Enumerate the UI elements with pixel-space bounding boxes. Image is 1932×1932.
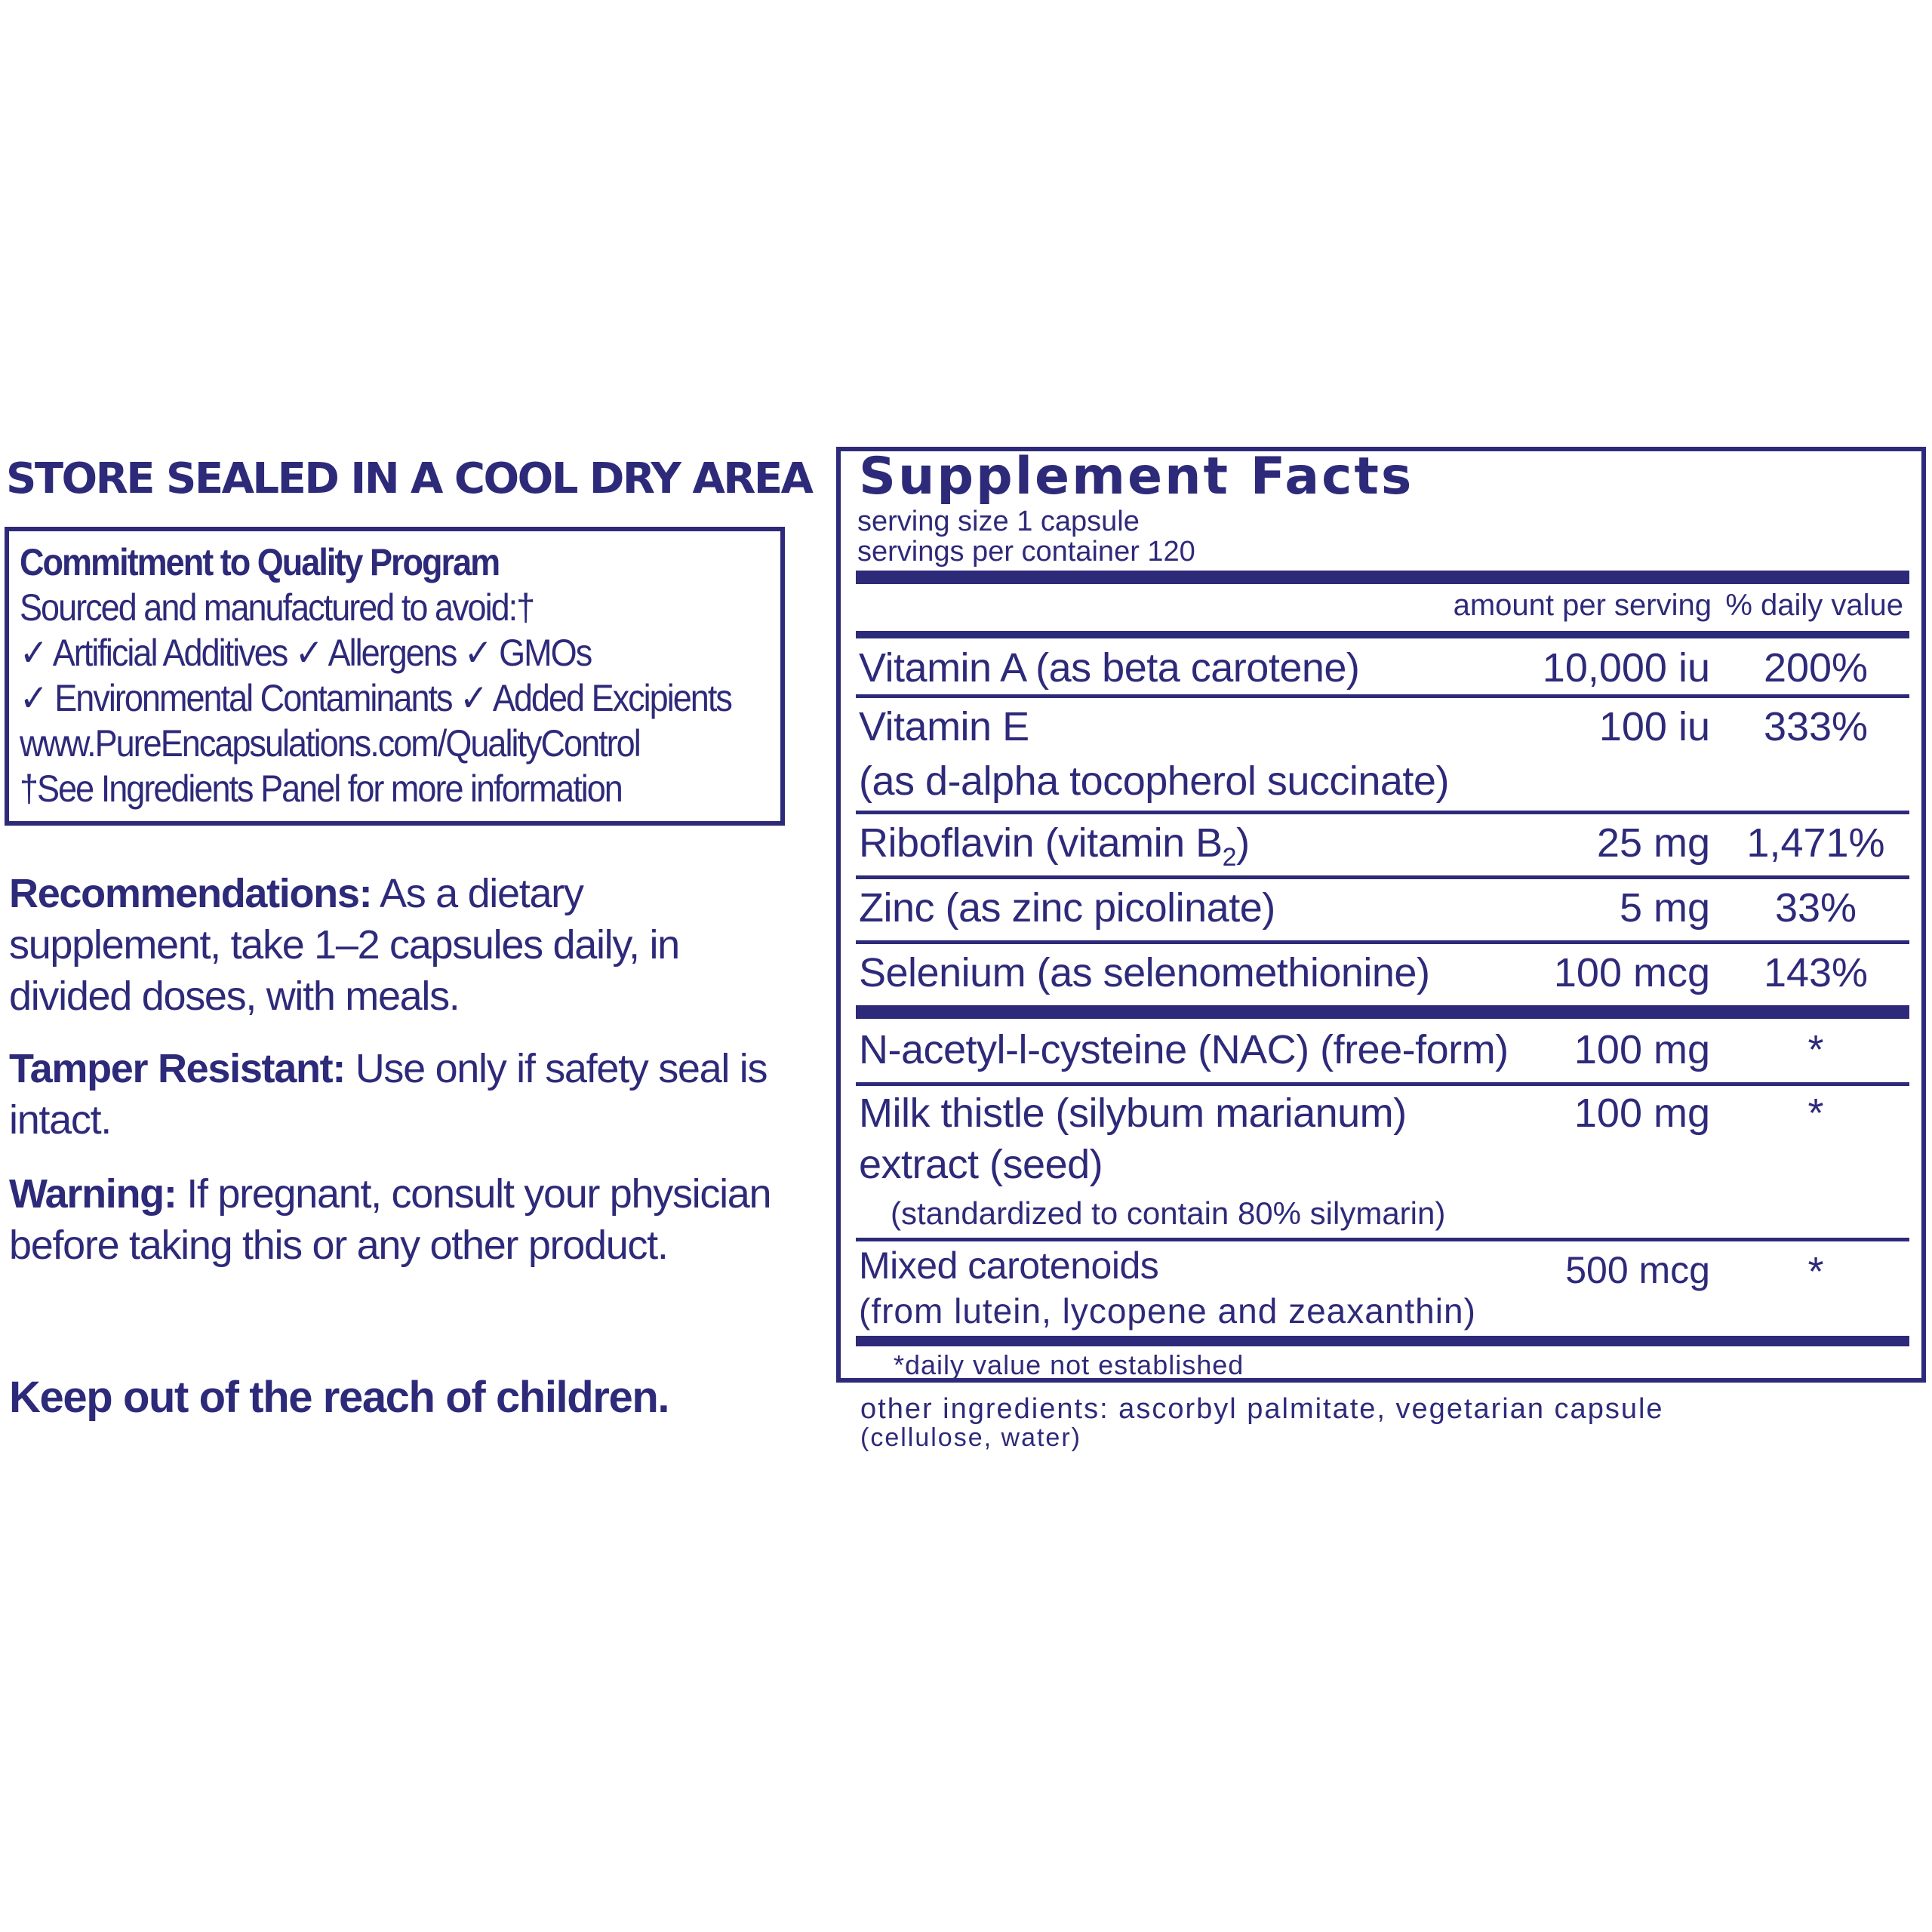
row-milk-thistle-name2: extract (seed) xyxy=(859,1142,1103,1187)
storage-instruction: STORE SEALED IN A COOL DRY AREA xyxy=(6,454,812,503)
row-nac-name: N-acetyl-l-cysteine (NAC) (free-form) xyxy=(859,1027,1509,1072)
row-vitamin-e-dv: 333% xyxy=(1763,704,1869,749)
row-riboflavin-amount: 25 mg xyxy=(1596,820,1710,866)
riboflavin-close: ) xyxy=(1236,820,1250,866)
row-zinc-amount: 5 mg xyxy=(1619,885,1710,931)
row-vitamin-e-name: Vitamin E xyxy=(859,704,1029,749)
row-milk-thistle-sub: (standardized to contain 80% silymarin) xyxy=(891,1195,1446,1231)
serving-size: serving size 1 capsule xyxy=(857,506,1140,537)
quality-line: ✓ Artificial Additives ✓ Allergens ✓ GMOs xyxy=(20,632,592,674)
row-milk-thistle-name: Milk thistle (silybum marianum) xyxy=(859,1091,1407,1136)
other-ingredients: other ingredients: ascorbyl palmitate, vegetarian capsule xyxy=(860,1393,1664,1425)
keep-away-warning: Keep out of the reach of children. xyxy=(9,1373,669,1422)
quality-program-box xyxy=(5,527,785,826)
daily-value-footnote: *daily value not established xyxy=(894,1349,1244,1380)
divider xyxy=(856,1238,1909,1241)
tamper-text: Use only if safety seal is intact. xyxy=(9,1046,768,1143)
thick-divider xyxy=(856,571,1909,584)
divider xyxy=(856,940,1909,944)
row-zinc-name: Zinc (as zinc picolinate) xyxy=(859,885,1275,931)
row-milk-thistle-amount: 100 mg xyxy=(1574,1091,1710,1136)
tamper-label: Tamper Resistant: xyxy=(9,1046,346,1091)
row-carotenoids-sub: (from lutein, lycopene and zeaxanthin) xyxy=(859,1291,1476,1331)
quality-line: †See Ingredients Panel for more information xyxy=(20,768,622,810)
other-ingredients-cont: (cellulose, water) xyxy=(860,1423,1081,1452)
divider xyxy=(856,631,1909,638)
recommendations-label: Recommendations: xyxy=(9,871,372,916)
header-amount: amount per serving xyxy=(1453,589,1712,622)
row-nac-amount: 100 mg xyxy=(1574,1027,1710,1072)
warning-text: If pregnant, consult your physician before taking this or any other product. xyxy=(9,1171,771,1268)
quality-title: Commitment to Quality Program xyxy=(20,541,500,583)
row-milk-thistle-dv: * xyxy=(1807,1091,1824,1136)
divider xyxy=(856,811,1909,814)
row-zinc-dv: 33% xyxy=(1774,885,1857,931)
row-carotenoids-amount: 500 mcg xyxy=(1565,1249,1710,1291)
warning-paragraph xyxy=(9,1168,779,1271)
row-riboflavin-dv: 1,471% xyxy=(1746,820,1885,866)
warning-label: Warning: xyxy=(9,1171,177,1217)
row-carotenoids-name: Mixed carotenoids xyxy=(859,1244,1159,1287)
row-carotenoids-dv: * xyxy=(1807,1249,1824,1294)
divider xyxy=(856,875,1909,879)
row-selenium-dv: 143% xyxy=(1763,950,1869,995)
row-nac-dv: * xyxy=(1807,1027,1824,1072)
row-vitamin-a-amount: 10,000 iu xyxy=(1542,645,1710,691)
thick-divider xyxy=(856,1005,1909,1019)
row-selenium-name: Selenium (as selenomethionine) xyxy=(859,950,1430,995)
riboflavin-subscript: 2 xyxy=(1222,842,1237,872)
recommendations-text: As a dietary supplement, take 1–2 capsules daily, in divided doses, with meals. xyxy=(9,871,679,1019)
tamper-paragraph xyxy=(9,1043,779,1146)
row-vitamin-a-dv: 200% xyxy=(1763,645,1869,691)
row-vitamin-e-sub: (as d-alpha tocopherol succinate) xyxy=(859,758,1449,804)
servings-per-container: servings per container 120 xyxy=(857,536,1195,568)
row-vitamin-a-name: Vitamin A (as beta carotene) xyxy=(859,645,1360,691)
riboflavin-text: Riboflavin (vitamin B xyxy=(859,820,1223,866)
facts-title: Supplement Facts xyxy=(859,447,1414,506)
quality-line: Sourced and manufactured to avoid:† xyxy=(20,586,534,629)
recommendations-paragraph xyxy=(9,868,779,1022)
supplement-facts-panel xyxy=(836,447,1926,1383)
quality-website-link[interactable]: www.PureEncapsulations.com/QualityControl xyxy=(20,722,640,764)
row-vitamin-e-amount: 100 iu xyxy=(1598,704,1710,749)
row-riboflavin-name xyxy=(859,820,1250,872)
thick-divider xyxy=(856,1336,1909,1346)
divider xyxy=(856,1082,1909,1086)
row-selenium-amount: 100 mcg xyxy=(1553,950,1710,995)
header-daily-value: % daily value xyxy=(1725,589,1903,622)
divider xyxy=(856,694,1909,698)
quality-line: ✓ Environmental Contaminants ✓ Added Excipients xyxy=(20,677,731,719)
